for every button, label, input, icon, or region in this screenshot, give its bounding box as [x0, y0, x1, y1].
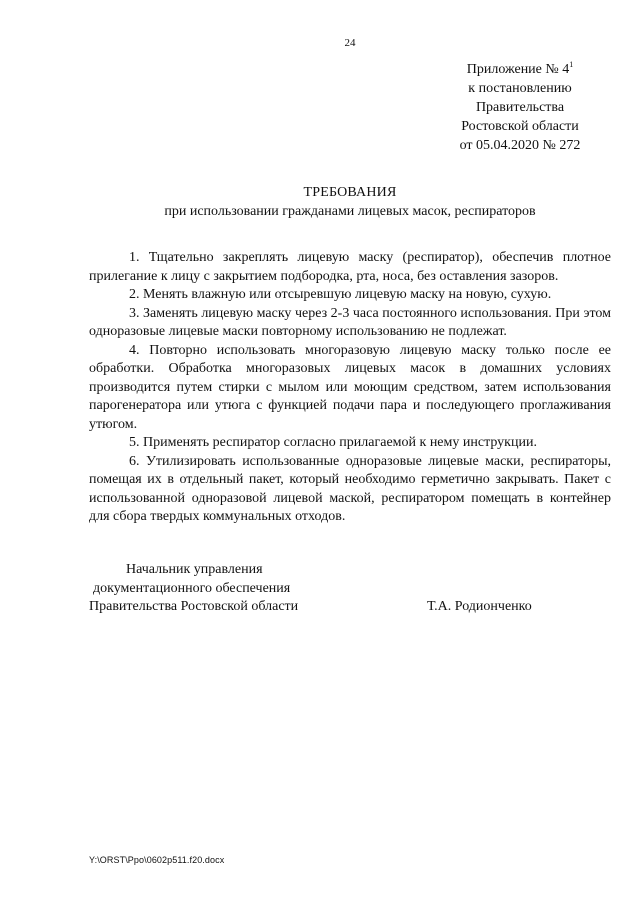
appendix-title [440, 60, 600, 79]
signatory-position-line-3: Правительства Ростовской области [89, 599, 299, 614]
requirement-item: 2. Менять влажную или отсыревшую лицевую маску на новую, сухую. [129, 287, 552, 302]
signatory-position-line-2: документационного обеспечения [93, 580, 291, 596]
signatory-name: Т.А. Родионченко [427, 599, 532, 614]
appendix-superscript: 1 [569, 60, 574, 69]
signatory-position-line-1: Начальник управления [126, 562, 263, 577]
document-title: ТРЕБОВАНИЯ [303, 185, 397, 200]
requirement-item: 1. Тщательно закреплять лицевую маску (респиратор), обеспечив плотное прилегание к лицу с закрытием подбородка, рта, носа, без оставления зазоров. [89, 250, 611, 284]
appendix-title-text: Приложение № 4 [466, 62, 570, 77]
requirement-item: 6. Утилизировать использованные одноразовые лицевые маски, респираторы, помещая их в отдельный пакет, который необходимо герметично закрывать. Пакет с использованной одноразовой лицевой маской, респиратором помещать в контейнер для сбора твердых коммунальных отходов. [89, 453, 611, 524]
appendix-line-3: Правительства [475, 100, 565, 115]
signature-block [89, 561, 609, 617]
requirement-item: 5. Применять респиратор согласно прилагаемой к нему инструкции. [129, 435, 537, 450]
document-subtitle: при использовании гражданами лицевых масок, респираторов [164, 204, 536, 219]
page-number: 24 [344, 37, 356, 49]
requirement-item: 4. Повторно использовать многоразовую лицевую маску только после ее обработки. Обработка многоразовых лицевых масок в домашних условиях производится путем стирки с мылом или моющим средством, затем использования парогенератора или утюга с функцией подачи пара и последующего проглаживания утюгом. [89, 342, 611, 432]
appendix-line-5: от 05.04.2020 № 272 [459, 138, 581, 153]
appendix-header [440, 60, 600, 155]
requirements-list [89, 249, 611, 527]
requirement-item: 3. Заменять лицевую маску через 2-3 часа постоянного использования. При этом одноразовые лицевые маски повторному использованию не подлежат. [89, 305, 611, 339]
appendix-line-2: к постановлению [468, 81, 572, 96]
footer-file-path: Y:\ORST\Ppo\0602p511.f20.docx [89, 855, 225, 865]
appendix-line-4: Ростовской области [461, 119, 579, 134]
